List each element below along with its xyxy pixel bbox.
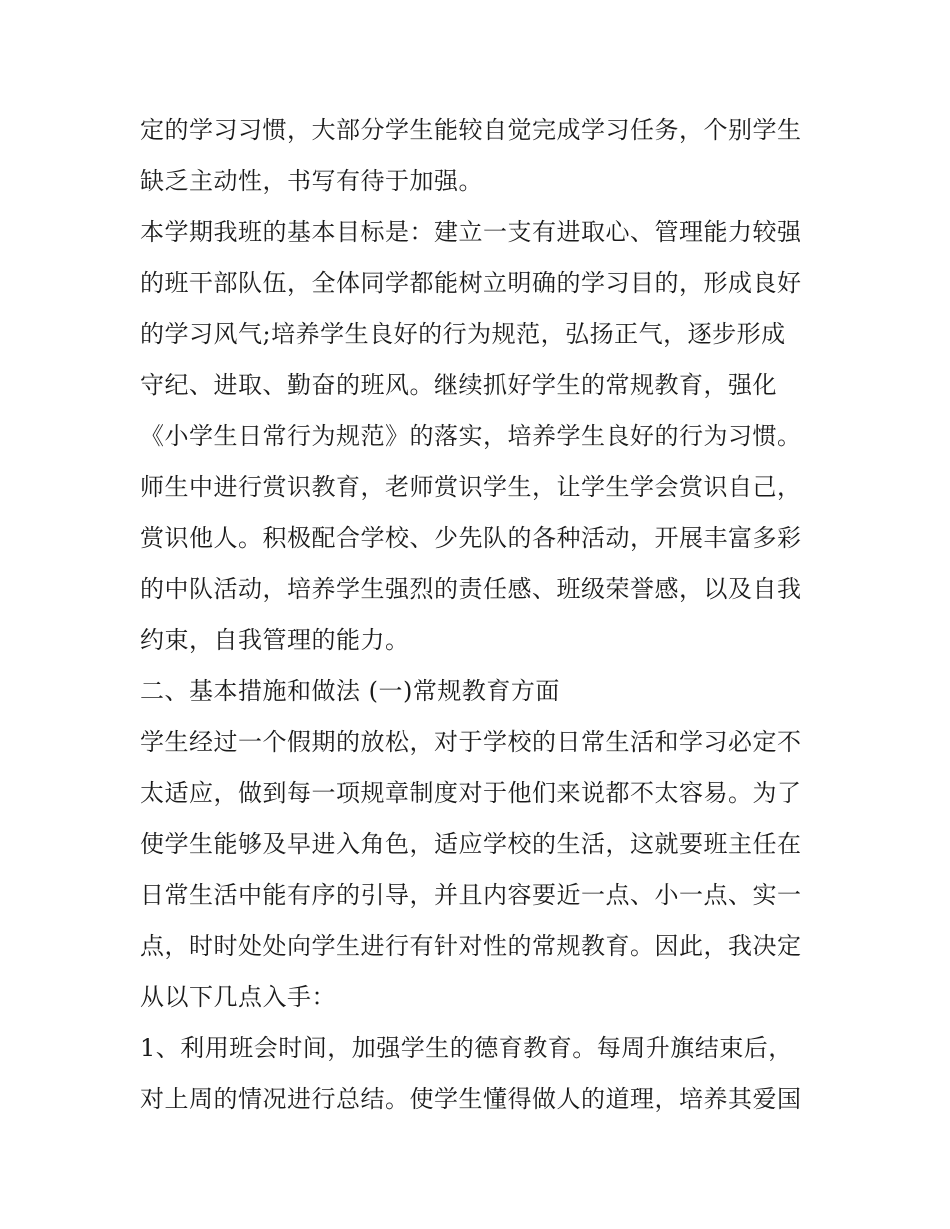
text-line: 缺乏主动性，书写有待于加强。 xyxy=(140,167,483,195)
text-line: 对上周的情况进行总结。使学生懂得做人的道理，培养其爱国 xyxy=(140,1085,802,1113)
list-item: 1、利用班会时间，加强学生的德育教育。每周升旗结束后， xyxy=(140,1034,793,1062)
text-line: 使学生能够及早进入角色，适应学校的生活，这就要班主任在 xyxy=(140,830,802,858)
text-line: 定的学习习惯，大部分学生能较自觉完成学习任务，个别学生 xyxy=(140,116,802,144)
text-line: 守纪、进取、勤奋的班风。继续抓好学生的常规教育，强化 xyxy=(140,371,777,399)
text-line: 师生中进行赏识教育，老师赏识学生，让学生学会赏识自己， xyxy=(140,473,802,501)
text-line: 的学习风气;培养学生良好的行为规范，弘扬正气，逐步形成 xyxy=(140,320,786,348)
text-line: 从以下几点入手： xyxy=(140,983,336,1011)
text-line: 《小学生日常行为规范》的落实，培养学生良好的行为习惯。 xyxy=(140,422,802,450)
text-line: 约束，自我管理的能力。 xyxy=(140,626,410,654)
section-heading: 二、基本措施和做法 (一)常规教育方面 xyxy=(140,677,560,705)
body-text xyxy=(140,105,830,1125)
text-line: 本学期我班的基本目标是：建立一支有进取心、管理能力较强 xyxy=(140,218,802,246)
text-line: 太适应，做到每一项规章制度对于他们来说都不太容易。为了 xyxy=(140,779,802,807)
text-line: 学生经过一个假期的放松，对于学校的日常生活和学习必定不 xyxy=(140,728,802,756)
text-line: 赏识他人。积极配合学校、少先队的各种活动，开展丰富多彩 xyxy=(140,524,802,552)
text-line: 的班干部队伍，全体同学都能树立明确的学习目的，形成良好 xyxy=(140,269,802,297)
text-line: 点，时时处处向学生进行有针对性的常规教育。因此，我决定 xyxy=(140,932,802,960)
text-line: 的中队活动，培养学生强烈的责任感、班级荣誉感，以及自我 xyxy=(140,575,802,603)
text-line: 日常生活中能有序的引导，并且内容要近一点、小一点、实一 xyxy=(140,881,802,909)
